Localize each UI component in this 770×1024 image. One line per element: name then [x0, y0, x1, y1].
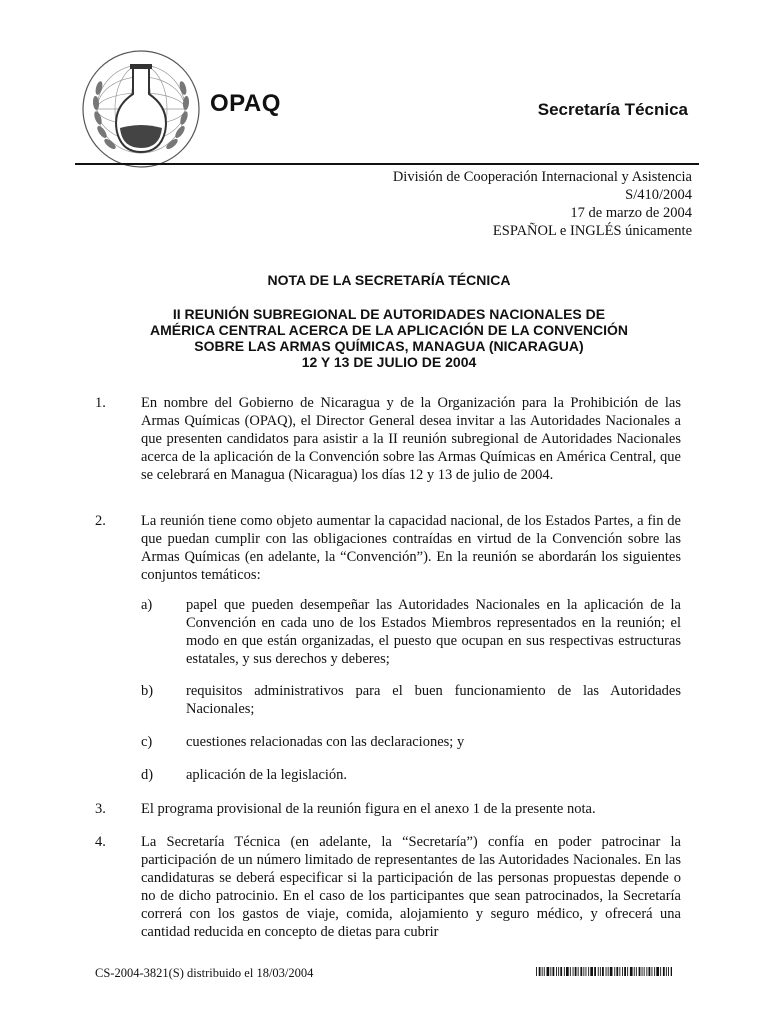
list-item-c — [141, 733, 681, 751]
meeting-title-line: SOBRE LAS ARMAS QUÍMICAS, MANAGUA (NICARAGUA) — [194, 338, 584, 354]
meeting-title-line: 12 Y 13 DE JULIO DE 2004 — [301, 354, 477, 370]
paragraph-number: 3. — [95, 801, 106, 817]
paragraph-1 — [95, 394, 681, 484]
paragraph-2 — [95, 512, 681, 584]
paragraph-3 — [95, 800, 681, 818]
document-languages: ESPAÑOL e INGLÉS únicamente — [492, 223, 692, 239]
organization-name: OPAQ — [210, 90, 281, 117]
paragraph-text: La reunión tiene como objeto aumentar la capacidad nacional, de los Estados Partes, a fin de que puedan cumplir con las obligaciones contraídas en virtud de la Convención sobre las Armas Químicas (en adelante, la “Convención”). En la reunión se abordarán los siguientes conjuntos temáticos: — [141, 513, 681, 583]
header-divider — [75, 163, 699, 165]
document-date: 17 de marzo de 2004 — [570, 205, 692, 221]
secretariat-label: Secretaría Técnica — [537, 100, 688, 119]
division-line: División de Cooperación Internacional y Asistencia — [392, 169, 692, 185]
list-item-text: requisitos administrativos para el buen funcionamiento de las Autoridades Nacionales; — [186, 683, 681, 717]
paragraph-number: 2. — [95, 513, 106, 529]
list-item-b — [141, 682, 681, 718]
footer-document-code: CS-2004-3821(S) distribuido el 18/03/2004 — [95, 966, 314, 980]
paragraph-number: 1. — [95, 395, 106, 411]
list-item-a — [141, 596, 681, 668]
meeting-title — [80, 306, 698, 370]
list-item-marker: a) — [141, 597, 153, 613]
list-item-marker: b) — [141, 683, 154, 699]
list-item-marker: c) — [141, 734, 153, 750]
meeting-title-line: II REUNIÓN SUBREGIONAL DE AUTORIDADES NACIONALES DE — [172, 306, 606, 322]
paragraph-text: El programa provisional de la reunión figura en el anexo 1 de la presente nota. — [141, 801, 596, 817]
paragraph-number: 4. — [95, 834, 106, 850]
list-item-text: cuestiones relacionadas con las declaraciones; y — [186, 734, 465, 750]
paragraph-text: En nombre del Gobierno de Nicaragua y de la Organización para la Prohibición de las Armas Químicas (OPAQ), el Director General desea invitar a las Autoridades Nacionales a que presenten candidatos para asistir a la II reunión subregional de Autoridades Nacionales acerca de la aplicación de la Convención sobre las Armas Químicas en América Central, que se celebrará en Managua (Nicaragua) los días 12 y 13 de julio de 2004. — [141, 395, 681, 483]
meeting-title-line: AMÉRICA CENTRAL ACERCA DE LA APLICACIÓN DE LA CONVENCIÓN — [149, 322, 629, 338]
list-item-text: aplicación de la legislación. — [186, 767, 348, 783]
list-item-text: papel que pueden desempeñar las Autoridades Nacionales en la aplicación de la Convención en cada uno de los Estados Miembros representados en la reunión; el modo en que están organizadas, el puesto que ocupan en sus respectivas estructuras estatales, y sus derechos y deberes; — [186, 597, 681, 667]
document-meta — [393, 168, 692, 240]
list-item-marker: d) — [141, 767, 154, 783]
opaq-emblem-logo — [80, 48, 202, 170]
note-title: NOTA DE LA SECRETARÍA TÉCNICA — [267, 272, 511, 288]
document-reference: S/410/2004 — [625, 187, 692, 203]
list-item-d — [141, 766, 681, 784]
barcode-icon — [536, 967, 672, 976]
paragraph-text: La Secretaría Técnica (en adelante, la “Secretaría”) confía en poder patrocinar la participación de un número limitado de representantes de las Autoridades Nacionales. En las candidaturas se deberá especificar si la participación de las personas propuestas depende o no de dicho patrocinio. En el caso de los participantes que sean patrocinados, la Secretaría correrá con los gastos de viaje, comida, alojamiento y seguro médico, y ofrecerá una cantidad reducida en concepto de dietas para cubrir — [141, 834, 681, 940]
paragraph-4 — [95, 833, 681, 941]
